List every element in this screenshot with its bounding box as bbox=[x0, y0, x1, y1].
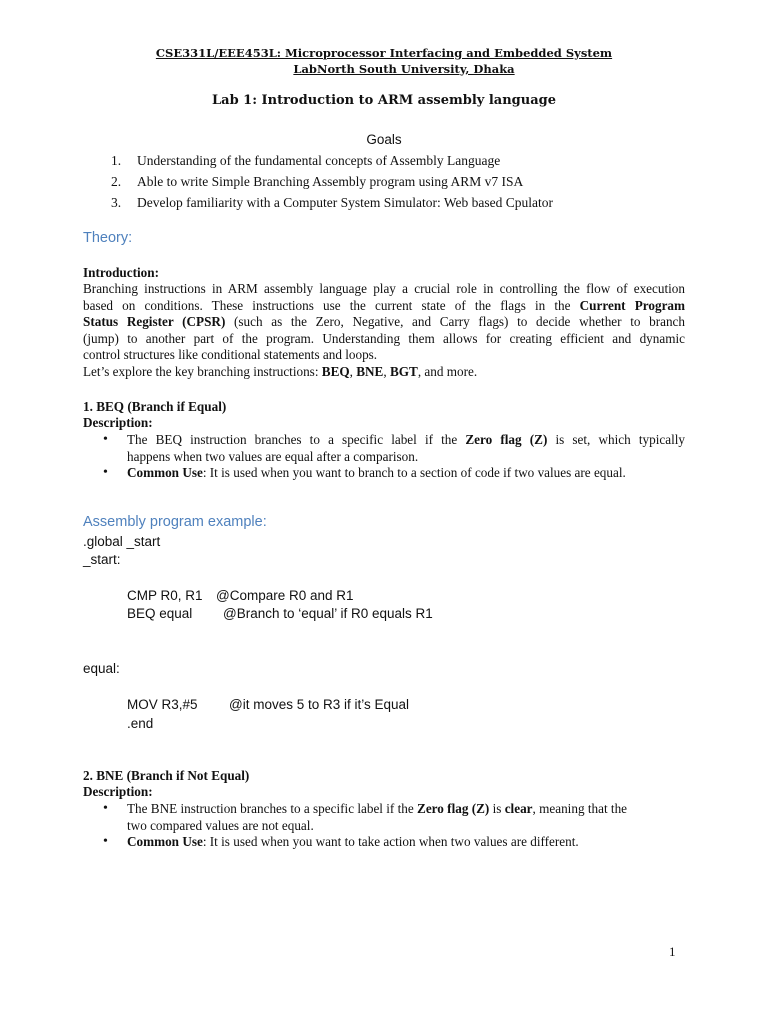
beq-bullet-1: • The BEQ instruction branches to a specific label if the Zero flag (Z) is set, which typically happens when two values are equal after a comparison. bbox=[103, 432, 685, 464]
goal-text: Develop familiarity with a Computer System Simulator: Web based Cpulator bbox=[137, 195, 553, 210]
code-line-end: .end bbox=[127, 716, 154, 731]
course-header: CSE331L/EEE453L: Microprocessor Interfacing and Embedded System bbox=[155, 46, 613, 60]
bullet-icon: • bbox=[103, 432, 108, 447]
bne-bullet-1: • The BNE instruction branches to a specific label if the Zero flag (Z) is clear, meaning that the two compared values are not equal. bbox=[103, 801, 628, 833]
code-comment-beq: @Branch to ‘equal’ if R0 equals R1 bbox=[223, 606, 433, 621]
goal-text: Understanding of the fundamental concepts of Assembly Language bbox=[137, 153, 501, 168]
goal-number: 2. bbox=[111, 174, 122, 189]
intro-line: Status Register (CPSR) (such as the Zero, Negative, and Carry flags) to decide whether to branch bbox=[83, 314, 685, 330]
introduction-paragraph bbox=[83, 281, 685, 381]
theory-heading: Theory: bbox=[83, 230, 133, 246]
bne-description-label: Description: bbox=[83, 784, 153, 799]
code-comment-cmp: @Compare R0 and R1 bbox=[216, 588, 354, 603]
code-line-global: .global _start bbox=[83, 534, 161, 549]
code-line-equal: equal: bbox=[83, 661, 120, 676]
beq-bullet-2: • Common Use: It is used when you want to branch to a section of code if two values are equal. bbox=[103, 465, 626, 480]
bne-bullet-2: • Common Use: It is used when you want to take action when two values are different. bbox=[103, 834, 579, 849]
code-line-cmp: CMP R0, R1 bbox=[127, 588, 203, 603]
bullet-icon: • bbox=[103, 465, 108, 480]
code-comment-mov: @it moves 5 to R3 if it’s Equal bbox=[229, 697, 410, 712]
intro-line: (jump) to another part of the program. Understanding them allows for creating efficient and dynamic bbox=[83, 330, 685, 346]
intro-line: control structures like conditional statements and loops. bbox=[83, 347, 378, 363]
intro-line: Branching instructions in ARM assembly language play a crucial role in controlling the flow of execution bbox=[83, 281, 685, 296]
goal-text: Able to write Simple Branching Assembly program using ARM v7 ISA bbox=[137, 174, 524, 189]
bne-heading: 2. BNE (Branch if Not Equal) bbox=[83, 768, 250, 783]
bullet-icon: • bbox=[103, 834, 108, 849]
goal-number: 1. bbox=[111, 153, 122, 168]
intro-line: based on conditions. These instructions use the current state of the flags in the Current Program bbox=[83, 297, 686, 313]
goal-number: 3. bbox=[111, 195, 122, 210]
university-header: LabNorth South University, Dhaka bbox=[293, 62, 515, 76]
bullet-icon: • bbox=[103, 801, 108, 816]
goals-heading: Goals bbox=[366, 132, 402, 147]
goal-item-1 bbox=[111, 153, 500, 169]
lab-title: Lab 1: Introduction to ARM assembly language bbox=[212, 93, 556, 108]
code-line-beq: BEQ equal bbox=[127, 606, 193, 621]
goal-item-3 bbox=[111, 195, 553, 211]
code-line-mov: MOV R3,#5 bbox=[127, 697, 198, 712]
code-line-start: _start: bbox=[83, 552, 121, 567]
intro-line: Let’s explore the key branching instructions: BEQ, BNE, BGT, and more. bbox=[83, 363, 478, 379]
page-number: 1 bbox=[669, 944, 676, 959]
goal-item-2 bbox=[111, 174, 523, 190]
beq-heading: 1. BEQ (Branch if Equal) bbox=[83, 399, 227, 414]
beq-description-label: Description: bbox=[83, 415, 153, 430]
assembly-example-heading: Assembly program example: bbox=[83, 514, 267, 530]
introduction-heading: Introduction: bbox=[83, 265, 159, 280]
